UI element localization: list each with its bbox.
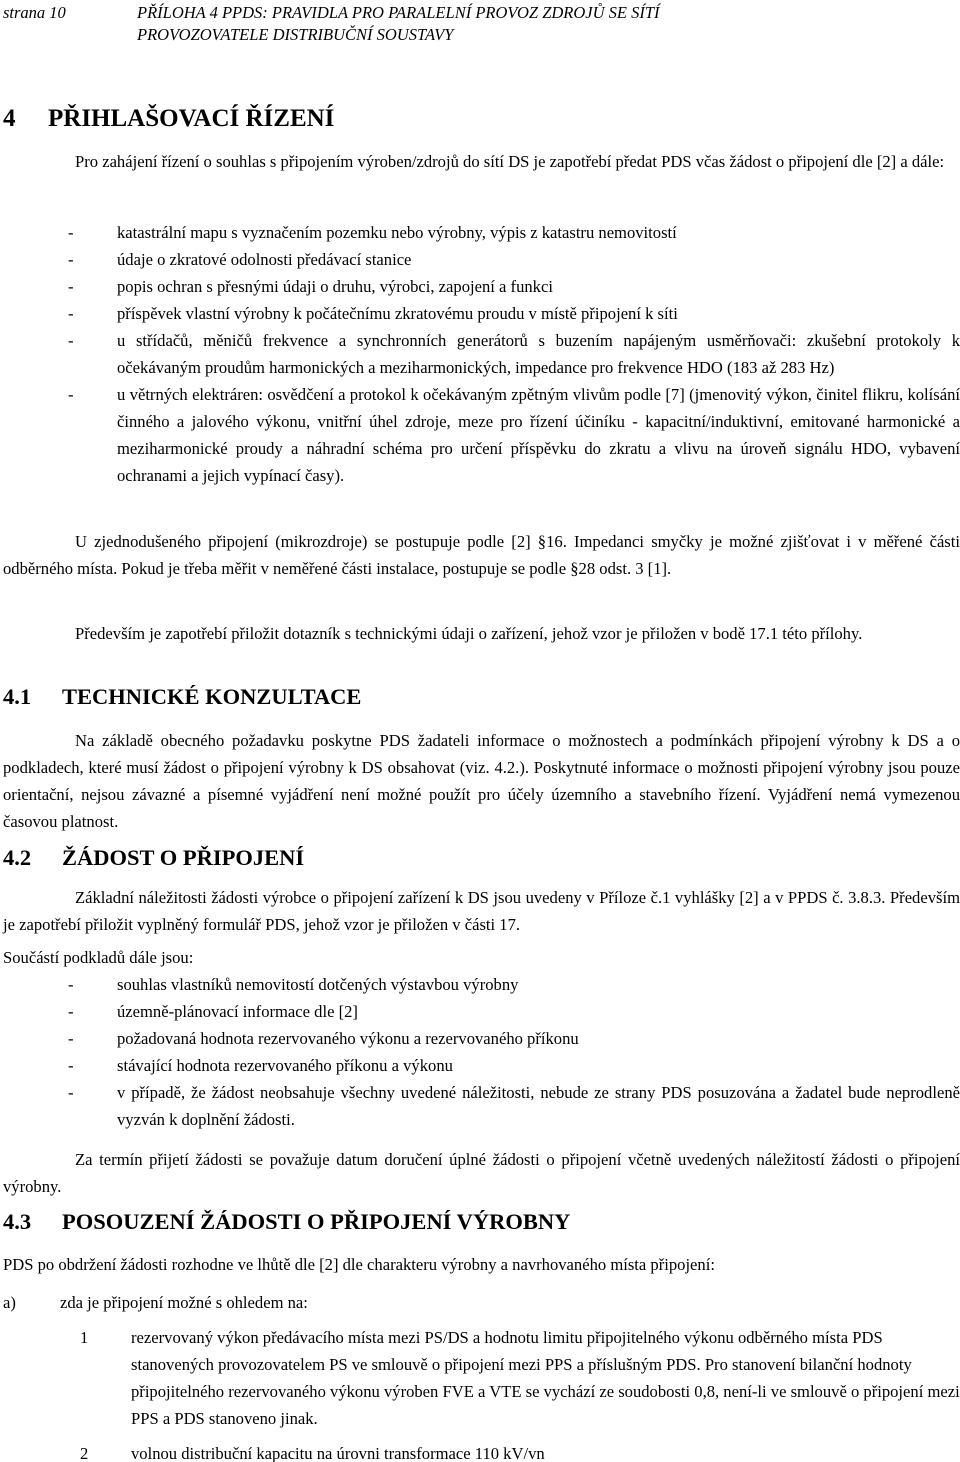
list-item: - u větrných elektráren: osvědčení a protokol k očekávaným zpětným vlivům podle [7] (jmenovitý výkon, činitel flikru, kolísání činného a jalového výkonu, vnitřní úhel zdroje, meze pro řízení účiníku - kapacitní/induktivní, emitované harmonické a meziharmonické proudy a náhradní schéma pro určení příspěvku do zkratu a vlivu na úroveň signálu HDO, vybavení ochranami a jejich vypínací časy). [68,381,960,489]
list-item: - požadovaná hodnota rezervovaného výkonu a rezervovaného příkonu [68,1025,960,1052]
section-title: POSOUZENÍ ŽÁDOSTI O PŘIPOJENÍ VÝROBNY [62,1209,571,1234]
section-4-heading [3,102,334,136]
section-title: ŽÁDOST O PŘIPOJENÍ [62,845,305,870]
request-parts-list [68,971,960,1133]
numbered-list [80,1324,960,1462]
header-line-2: PROVOZOVATELE DISTRIBUČNÍ SOUSTAVY [137,25,454,44]
section-number: 4.1 [3,684,32,709]
section-4-1-heading [3,682,361,712]
section-title: PŘIHLAŠOVACÍ ŘÍZENÍ [48,105,335,132]
attachment-list [68,219,960,489]
list-item: - územně-plánovací informace dle [2] [68,998,960,1025]
list-item: - stávající hodnota rezervovaného příkonu a výkonu [68,1052,960,1079]
section-4-1-text: Na základě obecného požadavku poskytne PDS žadateli informace o možnostech a podmínkách připojení výrobny k DS a o podkladech, které musí žádost o připojení výrobny k DS obsahovat (viz. 4.2.). Poskytnuté informace o možnosti připojení výrobny jsou pouze orientační, nejsou závazné a písemné vyjádření není možné použít pro účely územního a stavebního řízení. Vyjádření nemá vymezenou časovou platnost. [3,731,960,831]
deadline-paragraph: Za termín přijetí žádosti se považuje datum doručení úplné žádosti o připojení včetně uvedených náležitostí žádosti o připojení výrobny. [3,1150,960,1196]
list-marker: 1 [80,1328,89,1347]
list-item: - příspěvek vlastní výrobny k počátečnímu zkratovému proudu v místě připojení k síti [68,300,960,327]
section-number: 4.3 [3,1209,32,1234]
section-4-3-intro: PDS po obdržení žádosti rozhodne ve lhůtě dle [2] dle charakteru výrobny a navrhovaného místa připojení: [3,1255,715,1274]
list-item: - popis ochran s přesnými údaji o druhu, výrobci, zapojení a funkci [68,273,960,300]
page-number: strana 10 [3,3,66,22]
list-item: - v případě, že žádost neobsahuje všechny uvedené náležitosti, nebude ze strany PDS posuzována a žadatel bude neprodleně vyzván k doplnění žádosti. [68,1079,960,1133]
section-4-3-heading [3,1207,570,1237]
section-4-2-text: Základní náležitosti žádosti výrobce o připojení zařízení k DS jsou uvedeny v Příloze č.1 vyhlášky [2] a v PPDS č. 3.8.3. Především je zapotřebí přiložit vyplněný formulář PDS, jehož vzor je přiložen v části 17. [3,888,960,934]
running-header [137,2,660,46]
parts-intro: Součástí podkladů dále jsou: [3,948,194,967]
list-item-text: volnou distribuční kapacitu na úrovni transformace 110 kV/vn [131,1444,545,1462]
condition-a-text: zda je připojení možné s ohledem na: [60,1293,308,1312]
list-item [80,1440,960,1462]
list-item: - údaje o zkratové odolnosti předávací stanice [68,246,960,273]
list-item [80,1324,960,1432]
list-item-text: rezervovaný výkon předávacího místa mezi PS/DS a hodnotu limitu připojitelného výkonu odběrného místa PDS stanovených provozovatelem PS ve smlouvě o připojení mezi PPS a příslušným PDS. Pro stanovení bilanční hodnoty připojitelného rezervovaného výkonu výroben FVE a VTE se vychází ze soudobosti 0,8, není-li ve smlouvě o připojení mezi PPS a PDS stanoveno jinak. [131,1328,960,1428]
header-line-1: PŘÍLOHA 4 PPDS: PRAVIDLA PRO PARALELNÍ PROVOZ ZDROJŮ SE SÍTÍ [137,3,660,22]
list-marker: 2 [80,1444,89,1462]
questionnaire-paragraph: Především je zapotřebí přiložit dotazník s technickými údaji o zařízení, jehož vzor je přiložen v bodě 17.1 této přílohy. [75,624,863,643]
list-item: - souhlas vlastníků nemovitostí dotčených výstavbou výrobny [68,971,960,998]
list-marker: a) [3,1293,16,1312]
section-4-intro: Pro zahájení řízení o souhlas s připojením výroben/zdrojů do sítí DS je zapotřebí předat PDS včas žádost o připojení dle [2] a dále: [75,152,945,171]
section-4-2-heading [3,843,304,873]
list-item: - katastrální mapu s vyznačením pozemku nebo výrobny, výpis z katastru nemovitostí [68,219,960,246]
list-item: - u střídačů, měničů frekvence a synchronních generátorů s buzením napájeným usměrňovači: zkušební protokoly k očekávaným proudům harmonických a meziharmonických, impedance pro frekvence HDO (183 až 283 Hz) [68,327,960,381]
section-number: 4 [3,105,16,132]
section-title: TECHNICKÉ KONZULTACE [62,684,362,709]
condition-a [3,1289,960,1316]
simplified-connection-paragraph: U zjednodušeného připojení (mikrozdroje) se postupuje podle [2] §16. Impedanci smyčky je možné zjišťovat i v měřené části odběrného místa. Pokud je třeba měřit v neměřené části instalace, postupuje se podle §28 odst. 3 [1]. [3,532,960,578]
section-number: 4.2 [3,845,32,870]
